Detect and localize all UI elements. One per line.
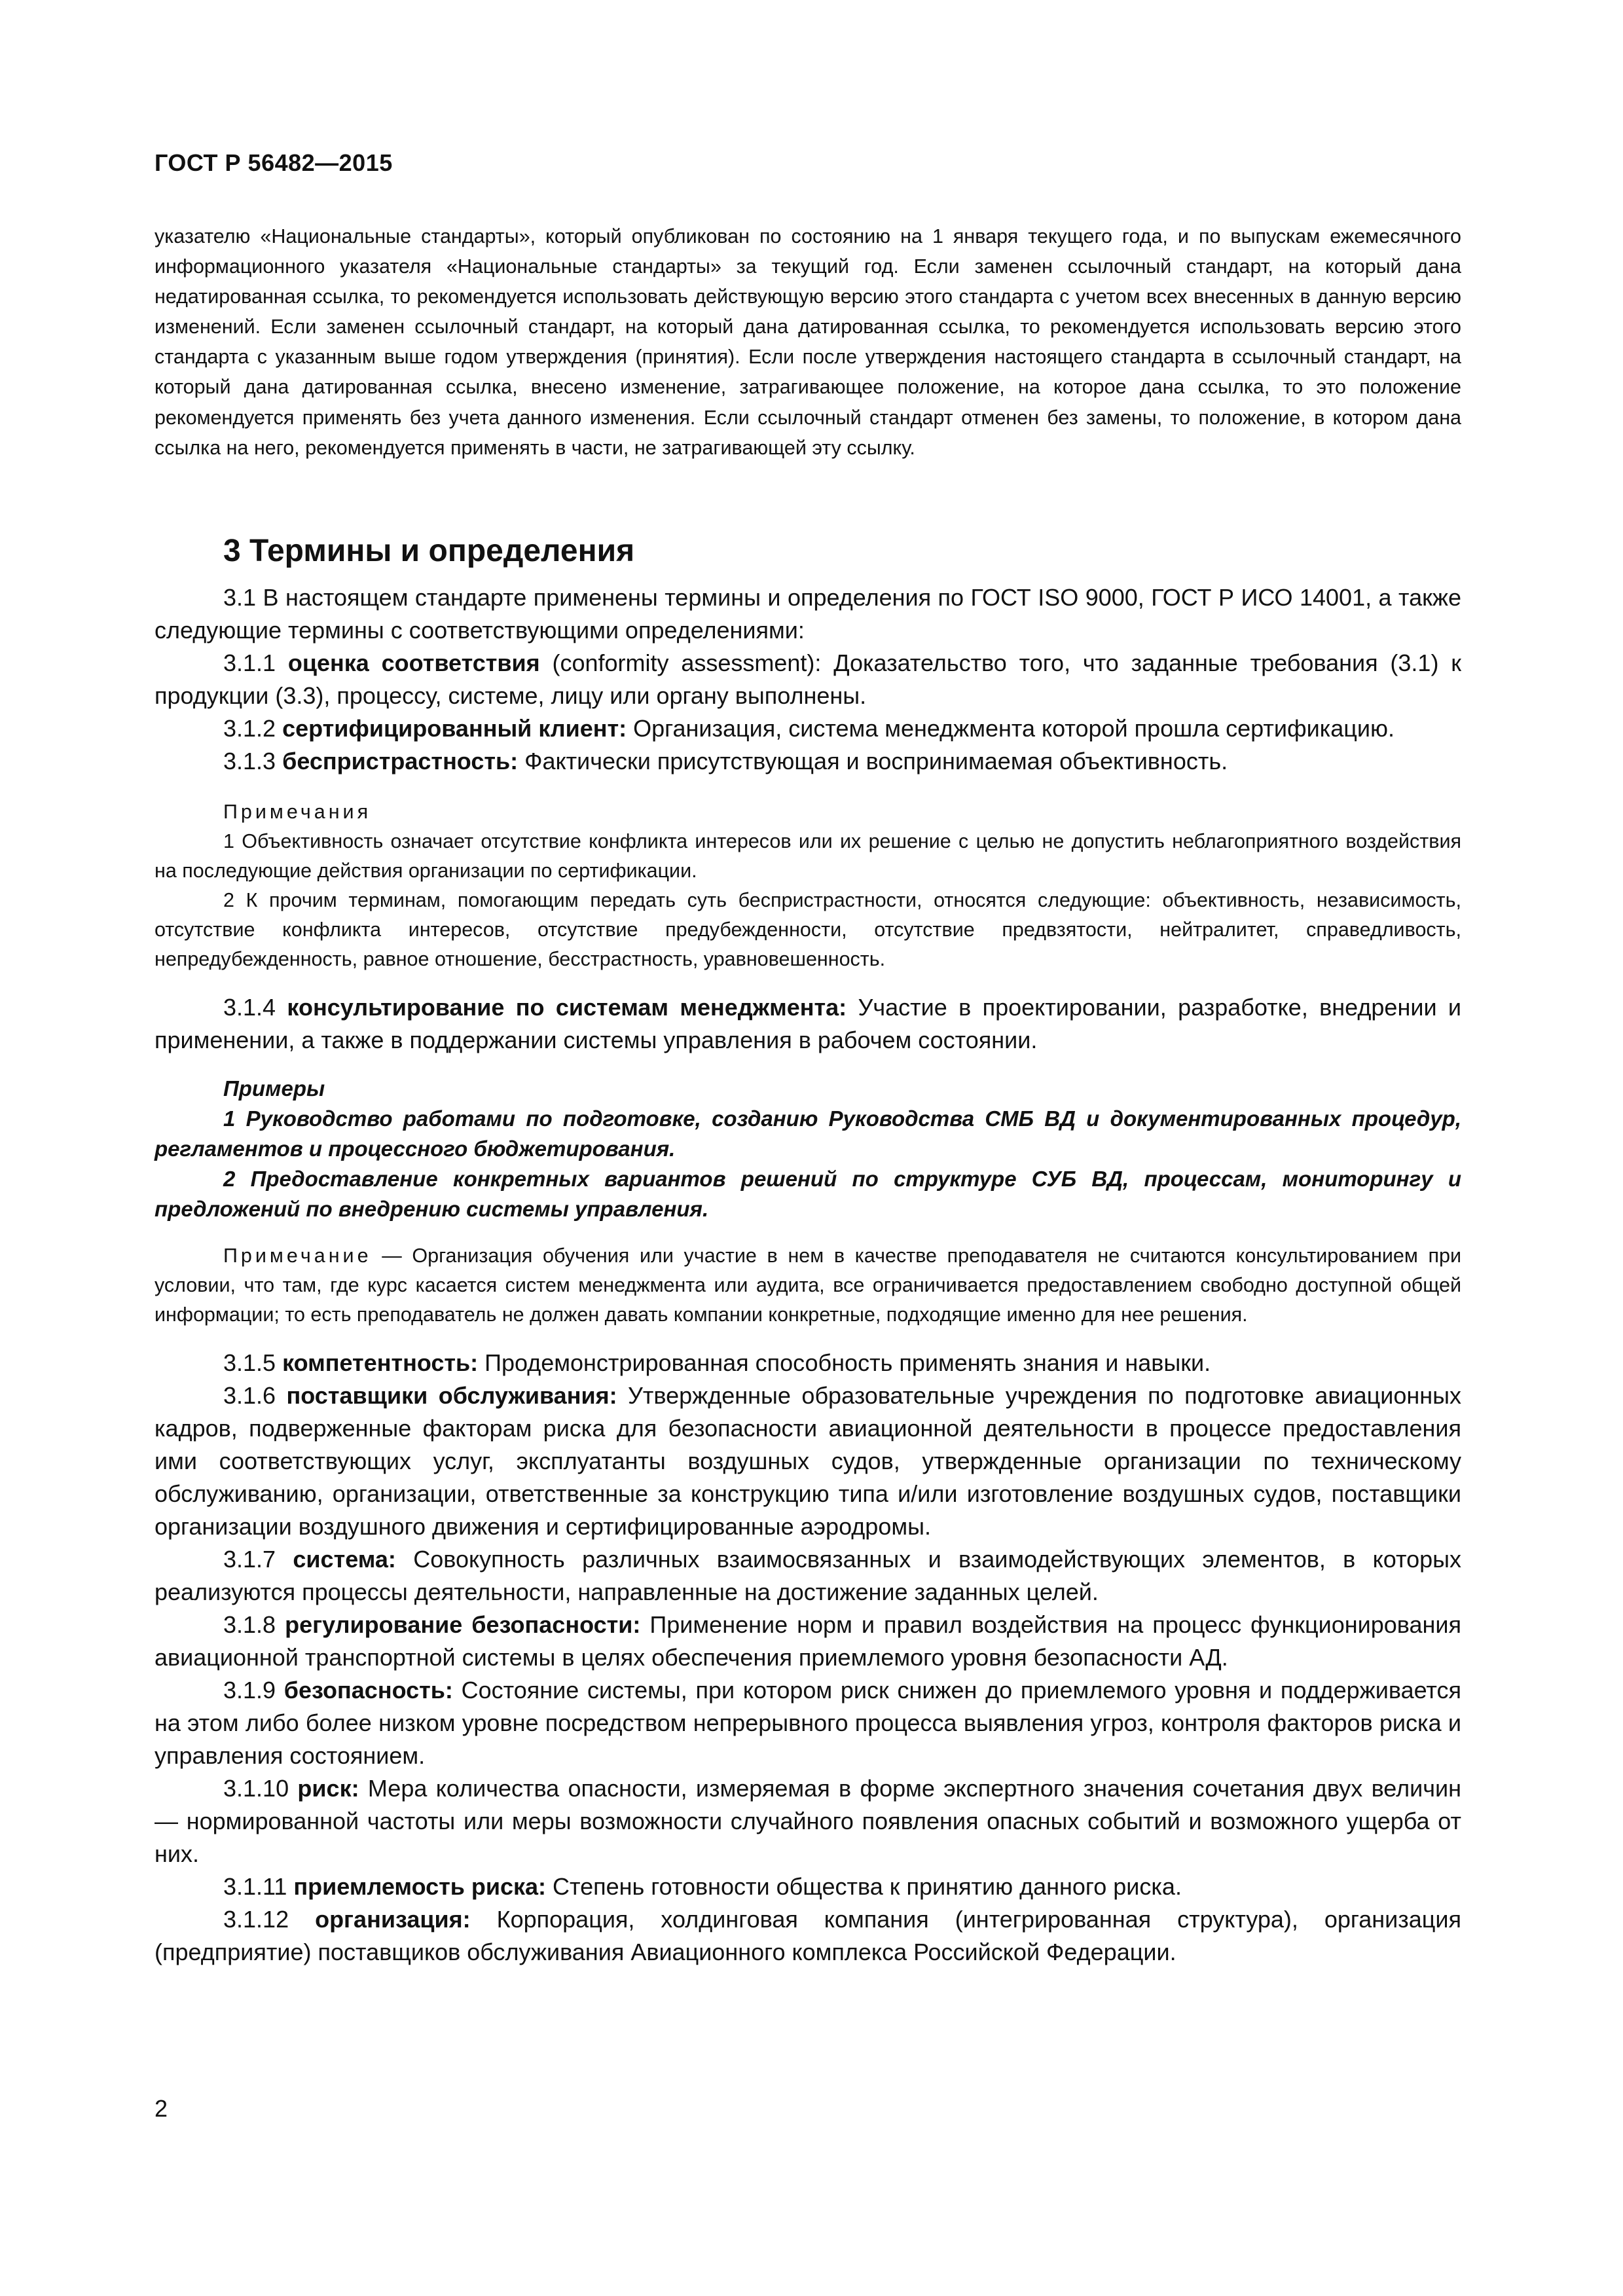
example-item: 2 Предоставление конкретных вариантов решений по структуре СУБ ВД, процессам, мониторингу и предложений по внедрению системы управления. — [155, 1167, 1461, 1221]
term-3-1-10: 3.1.10 риск: Мера количества опасности, измеряемая в форме экспертного значения сочетания двух величин — нормированной частоты или меры возможности случайного появления опасных событий и возможного ущерба от них. — [155, 1775, 1461, 1867]
page-number: 2 — [155, 2095, 168, 2122]
term-3-1-11: 3.1.11 приемлемость риска: Степень готовности общества к принятию данного риска. — [223, 1873, 1182, 1900]
term-label: компетентность: — [282, 1349, 479, 1376]
note-3-1-4: Примечание — Организация обучения или участие в нем в качестве преподавателя не считаются консультированием при условии, что там, где курс касается систем менеджмента или аудита, все ограничивается предоставлением свободно доступной общей информации; то есть преподаватель не должен давать компании конкретные, подходящие именно для нее решения. — [155, 1245, 1461, 1326]
term-3-1-3: 3.1.3 беспристрастность: Фактически присутствующая и воспринимаемая объективность. — [223, 748, 1228, 774]
paragraph-3-1: 3.1 В настоящем стандарте применены термины и определения по ГОСТ ISO 9000, ГОСТ Р ИСО 14001, а также следующие термины с соответствующими определениями: — [155, 584, 1461, 644]
term-3-1-5: 3.1.5 компетентность: Продемонстрированная способность применять знания и навыки. — [223, 1349, 1211, 1376]
term-label: организация: — [315, 1906, 471, 1933]
note-label: Примечание — [223, 1245, 372, 1267]
term-label: система: — [293, 1546, 396, 1573]
term-label: риск: — [297, 1775, 359, 1802]
note-item: 1 Объективность означает отсутствие конфликта интересов или их решение с целью не допустить неблагоприятного воздействия на последующие действия организации по сертификации. — [155, 830, 1461, 882]
term-3-1-8: 3.1.8 регулирование безопасности: Применение норм и правил воздействия на процесс функционирования авиационной транспортной системы в целях обеспечения приемлемого уровня безопасности АД. — [155, 1611, 1461, 1671]
term-label: безопасность: — [283, 1677, 453, 1704]
term-label: беспристрастность: — [282, 748, 519, 774]
example-item: 1 Руководство работами по подготовке, созданию Руководства СМБ ВД и документированных процедур, регламентов и процессного бюджетирования. — [155, 1106, 1461, 1161]
term-3-1-2: 3.1.2 сертифицированный клиент: Организация, система менеджмента которой прошла сертификацию. — [223, 715, 1395, 742]
term-label: регулирование безопасности: — [285, 1611, 641, 1638]
note-item: 2 К прочим терминам, помогающим передать суть беспристрастности, относятся следующие: объективность, независимость, отсутствие конфликта интересов, отсутствие предубежденности, отсутствие предвзятости, нейтралитет, справедливость, непредубежденность, равное отношение, бесстрастность, уравновешенность. — [155, 889, 1461, 970]
term-label: оценка соответствия — [287, 649, 540, 676]
intro-paragraph: указателю «Национальные стандарты», который опубликован по состоянию на 1 января текущего года, и по выпускам ежемесячного информационного указателя «Национальные стандарты» за текущий год. Если заменен ссылочный стандарт, на который дана недатированная ссылка, то рекомендуется использовать действующую версию этого стандарта с учетом всех внесенных в данную версию изменений. Если заменен ссылочный стандарт, на который дана датированная ссылка, то рекомендуется использовать версию этого стандарта с указанным выше годом утверждения (принятия). Если после утверждения настоящего стандарта в ссылочный стандарт, на который дана датированная ссылка, внесено изменение, затрагивающее положение, на которое дана ссылка, то это положение рекомендуется применять без учета данного изменения. Если ссылочный стандарт отменен без замены, то положение, в котором дана ссылка на него, рекомендуется применять в части, не затрагивающей эту ссылку. — [155, 225, 1461, 459]
term-3-1-6: 3.1.6 поставщики обслуживания: Утвержденные образовательные учреждения по подготовке авиационных кадров, подверженные факторам риска для безопасности авиационной деятельности в процессе предоставления ими соответствующих услуг, эксплуатанты воздушных судов, утвержденные организации по техническому обслуживанию, организации, ответственные за конструкцию типа и/или изготовление воздушных судов, поставщики организации воздушного движения и сертифицированные аэродромы. — [155, 1382, 1461, 1540]
term-3-1-12: 3.1.12 организация: Корпорация, холдинговая компания (интегрированная структура), организация (предприятие) поставщиков обслуживания Авиационного комплекса Российской Федерации. — [155, 1906, 1462, 1965]
term-3-1-4: 3.1.4 консультирование по системам менеджмента: Участие в проектировании, разработке, внедрении и применении, а также в поддержании системы управления в рабочем состоянии. — [155, 994, 1462, 1053]
examples-heading: Примеры — [223, 1076, 325, 1101]
term-3-1-9: 3.1.9 безопасность: Состояние системы, при котором риск снижен до приемлемого уровня и поддерживается на этом либо более низком уровне посредством непрерывного процесса выявления угроз, контроля факторов риска и управления состоянием. — [155, 1677, 1461, 1769]
notes-heading: Примечания — [223, 801, 372, 823]
term-3-1-1: 3.1.1 оценка соответствия (conformity assessment): Доказательство того, что заданные требования (3.1) к продукции (3.3), процессу, системе, лицу или органу выполнены. — [155, 649, 1461, 709]
section-title: 3 Термины и определения — [223, 534, 635, 568]
term-label: поставщики обслуживания: — [286, 1382, 617, 1409]
term-label: консультирование по системам менеджмента: — [287, 994, 847, 1021]
term-3-1-7: 3.1.7 система: Совокупность различных взаимосвязанных и взаимодействующих элементов, в которых реализуются процессы деятельности, направленные на достижение заданных целей. — [155, 1546, 1461, 1605]
document-header: ГОСТ Р 56482—2015 — [155, 149, 393, 176]
section-body — [155, 581, 1461, 1969]
term-label: приемлемость риска: — [293, 1873, 547, 1900]
term-label: сертифицированный клиент: — [282, 715, 627, 742]
